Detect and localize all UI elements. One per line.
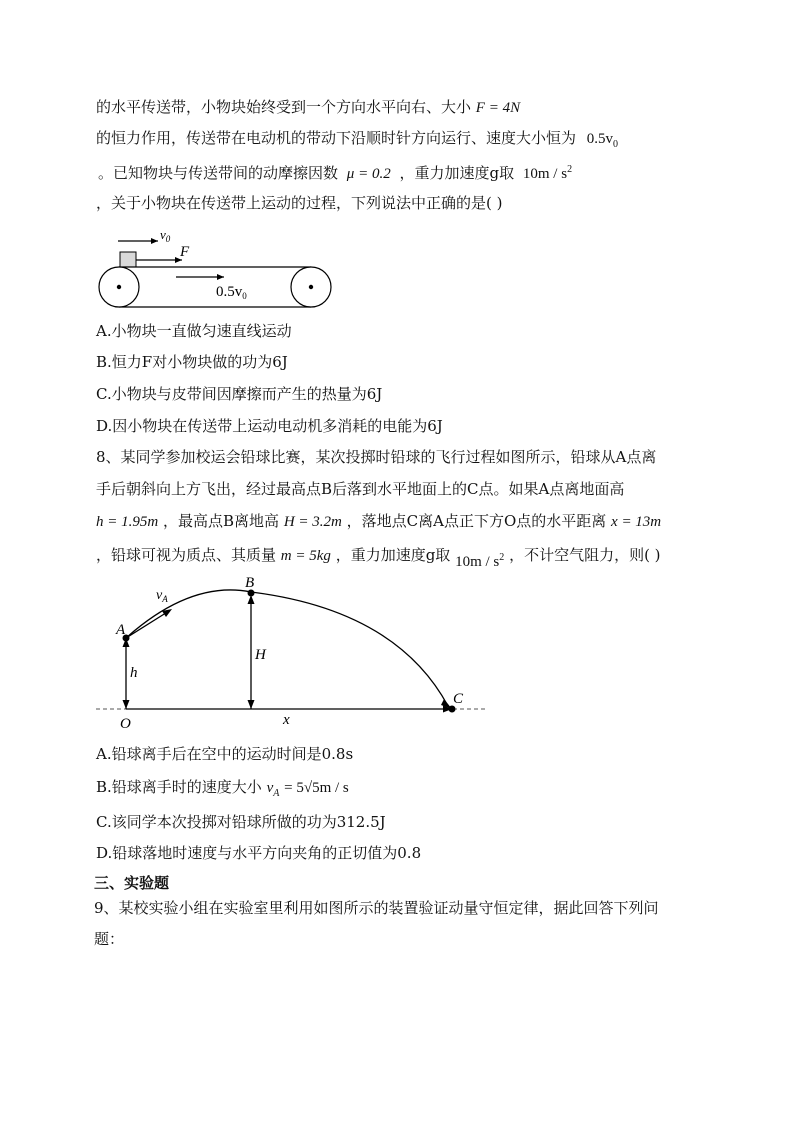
q8-mass: m = 5kg xyxy=(280,548,331,564)
q8-line-2: 手后朝斜向上方飞出，经过最高点B后落到水平地面上的C点。如果A点离地面高 xyxy=(96,480,625,498)
q7-option-a: A.小物块一直做匀速直线运动 xyxy=(96,322,292,340)
q8-line-4 xyxy=(96,542,661,570)
q8-option-b-text: B.铅球离手时的速度大小 xyxy=(96,778,262,796)
q7-label-belt-speed: $0.5v_0$ xyxy=(216,284,247,301)
q7-line-1-text: 的水平传送带，小物块始终受到一个方向水平向右、大小 xyxy=(96,98,472,116)
q7-label-F: F xyxy=(180,244,190,260)
q8-line-4-text-b: ，重力加速度g取 xyxy=(335,546,451,564)
q7-block xyxy=(120,252,136,267)
q8-line-3-text-a: ，最高点B离地高 xyxy=(163,512,280,530)
q8-option-b xyxy=(96,777,349,804)
q8-option-c: C.该同学本次投掷对铅球所做的功为312.5J xyxy=(96,813,386,831)
q9-line-2: 题： xyxy=(94,930,125,948)
q7-option-b: B.恒力F对小物块做的功为6J xyxy=(96,353,288,371)
q8-label-O: O xyxy=(120,716,131,732)
q8-label-A: A xyxy=(116,622,126,638)
q8-line-1: 8、某同学参加校运会铅球比赛，某次投掷时铅球的飞行过程如图所示，铅球从A点离 xyxy=(96,448,657,466)
q8-line-4-text-c: ，不计空气阻力，则( ) xyxy=(509,546,661,564)
q7-conveyor-figure xyxy=(96,222,336,312)
q8-trajectory xyxy=(126,590,448,706)
q7-line-2 xyxy=(96,128,618,155)
q8-option-b-symbol: $v_A$ xyxy=(266,780,280,799)
q7-line-3-text-a: 。已知物块与传送带间的动摩擦因数 xyxy=(98,164,339,182)
q8-distance-x: x = 13m xyxy=(611,514,662,530)
q9-line-1: 9、某校实验小组在实验室里利用如图所示的装置验证动量守恒定律，据此回答下列问 xyxy=(94,899,659,917)
q8-gravity: $10m / s^2$ xyxy=(455,552,505,570)
q8-label-B: B xyxy=(245,575,255,591)
q8-label-H: H xyxy=(255,647,266,663)
q7-line-3-text-b: ，重力加速度g取 xyxy=(399,164,515,182)
q8-option-b-value: = 5√5m / s xyxy=(284,780,349,796)
q8-vA-arrow xyxy=(126,611,169,638)
q8-height-H: H = 3.2m xyxy=(283,514,342,530)
q8-label-vA: $v_A$ xyxy=(156,588,168,604)
section-title-experiment: 三、实验题 xyxy=(94,874,170,892)
q7-label-v0: $v_0$ xyxy=(160,227,171,244)
q8-projectile-figure xyxy=(96,572,496,737)
q8-label-C: C xyxy=(453,691,464,707)
q7-option-c: C.小物块与皮带间因摩擦而产生的热量为6J xyxy=(96,385,383,403)
q7-force-value: F = 4N xyxy=(475,100,521,116)
q8-line-4-text-a: ，铅球可视为质点、其质量 xyxy=(96,546,277,564)
q8-line-3-text-b: ，落地点C离A点正下方O点的水平距离 xyxy=(346,512,607,530)
q8-label-h: h xyxy=(130,665,138,681)
q8-option-d: D.铅球落地时速度与水平方向夹角的正切值为0.8 xyxy=(96,844,422,862)
q7-belt-speed: $0.5v_0$ xyxy=(586,131,619,150)
q8-option-a: A.铅球离手后在空中的运动时间是0.8s xyxy=(96,745,354,763)
q7-option-d: D.因小物块在传送带上运动电动机多消耗的电能为6J xyxy=(96,417,443,435)
q8-label-x: x xyxy=(283,712,290,728)
q8-line-3 xyxy=(96,511,661,532)
q7-line-1 xyxy=(96,97,520,118)
q7-gravity: $10m / s^2$ xyxy=(522,164,573,182)
q7-line-4: ，关于小物块在传送带上运动的过程，下列说法中正确的是( ) xyxy=(96,194,503,212)
q7-line-3 xyxy=(98,160,572,184)
q7-line-2-text: 的恒力作用，传送带在电动机的带动下沿顺时针方向运行、速度大小恒为 xyxy=(96,129,577,147)
q7-friction-coefficient: μ = 0.2 xyxy=(346,166,391,182)
q8-height-h: h = 1.95m xyxy=(96,514,159,530)
